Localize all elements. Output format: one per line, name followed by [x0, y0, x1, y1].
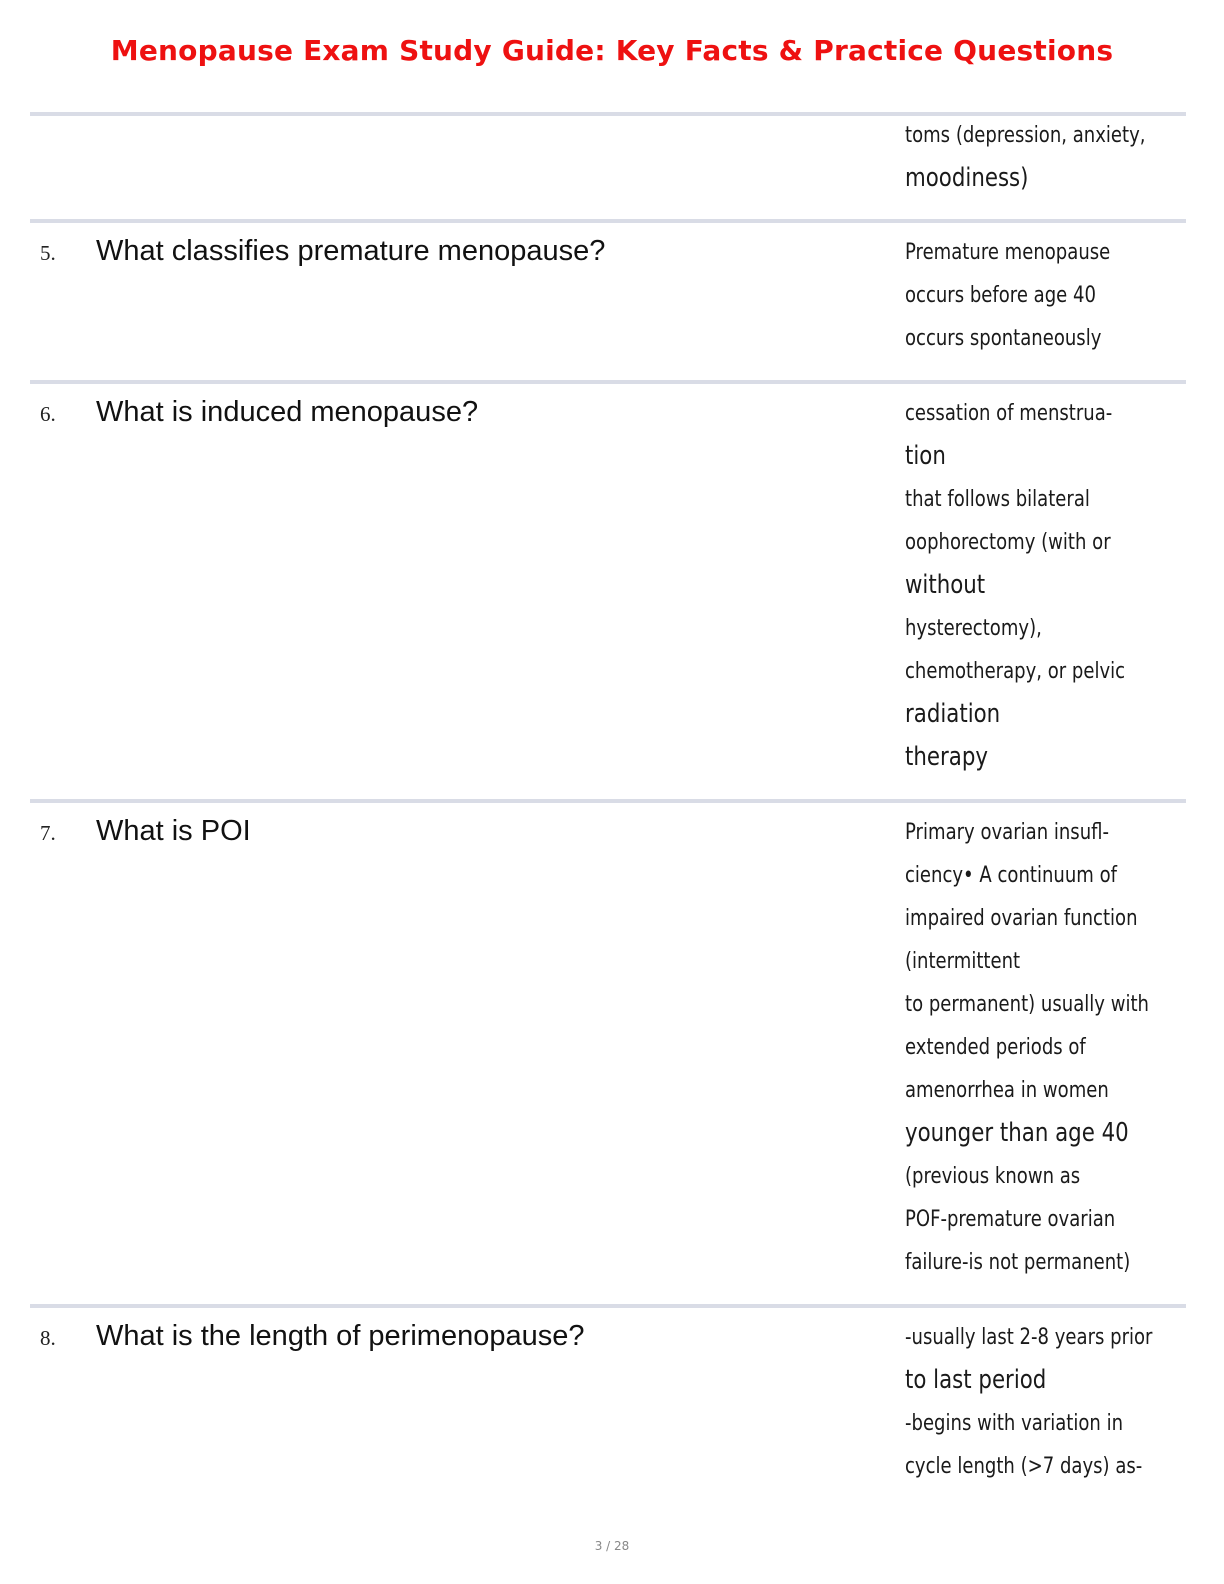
- answer-block: [905, 392, 1175, 779]
- answer-line: therapy: [905, 742, 988, 772]
- section-divider: [30, 380, 1186, 384]
- answer-line: hysterectomy),: [905, 616, 1042, 641]
- answer-block: [905, 1316, 1175, 1488]
- answer-line: occurs spontaneously: [905, 326, 1102, 351]
- answer-line: chemotherapy, or pelvic: [905, 659, 1126, 684]
- answer-line: failure-is not permanent): [905, 1250, 1131, 1275]
- answer-line: amenorrhea in women: [905, 1078, 1109, 1103]
- question-text: What is induced menopause?: [96, 396, 479, 428]
- answer-line: radiation: [905, 699, 1001, 729]
- answer-line: moodiness): [905, 163, 1029, 193]
- answer-line: occurs before age 40: [905, 283, 1096, 308]
- answer-line: younger than age 40: [905, 1118, 1129, 1148]
- answer-line: -usually last 2-8 years prior: [905, 1325, 1153, 1350]
- answer-block: [905, 231, 1175, 360]
- document-title: Menopause Exam Study Guide: Key Facts & Practice Questions: [110, 34, 1114, 67]
- answer-line: toms (depression, anxiety,: [905, 123, 1146, 148]
- answer-line: -begins with variation in: [905, 1411, 1124, 1436]
- page-indicator: 3 / 28: [594, 1539, 630, 1553]
- continued-answer: [905, 114, 1175, 200]
- answer-line: (intermittent: [905, 949, 1021, 974]
- answer-line: ciency• A continuum of: [905, 863, 1117, 888]
- question-text: What classifies premature menopause?: [96, 235, 606, 267]
- answer-line: impaired ovarian function: [905, 906, 1138, 931]
- answer-line: cycle length (>7 days) as-: [905, 1454, 1143, 1479]
- answer-line: to last period: [905, 1365, 1047, 1395]
- question-number: 8.: [40, 1326, 56, 1350]
- answer-line: Premature menopause: [905, 240, 1111, 265]
- question-number: 6.: [40, 402, 56, 426]
- answer-line: cessation of menstrua-: [905, 401, 1113, 426]
- answer-line: oophorectomy (with or: [905, 530, 1111, 555]
- question-text: What is POI: [96, 815, 251, 847]
- section-divider: [30, 219, 1186, 223]
- question-number: 5.: [40, 241, 56, 265]
- answer-line: that follows bilateral: [905, 487, 1090, 512]
- question-text: What is the length of perimenopause?: [96, 1320, 585, 1352]
- answer-line: extended periods of: [905, 1035, 1086, 1060]
- answer-line: (previous known as: [905, 1164, 1081, 1189]
- section-divider: [30, 799, 1186, 803]
- answer-block: [905, 811, 1175, 1284]
- answer-line: POF-premature ovarian: [905, 1207, 1116, 1232]
- answer-line: to permanent) usually with: [905, 992, 1149, 1017]
- question-number: 7.: [40, 821, 56, 845]
- answer-line: Primary ovarian insufl-: [905, 820, 1110, 845]
- answer-line: tion: [905, 441, 946, 471]
- answer-line: without: [905, 570, 986, 600]
- section-divider: [30, 1304, 1186, 1308]
